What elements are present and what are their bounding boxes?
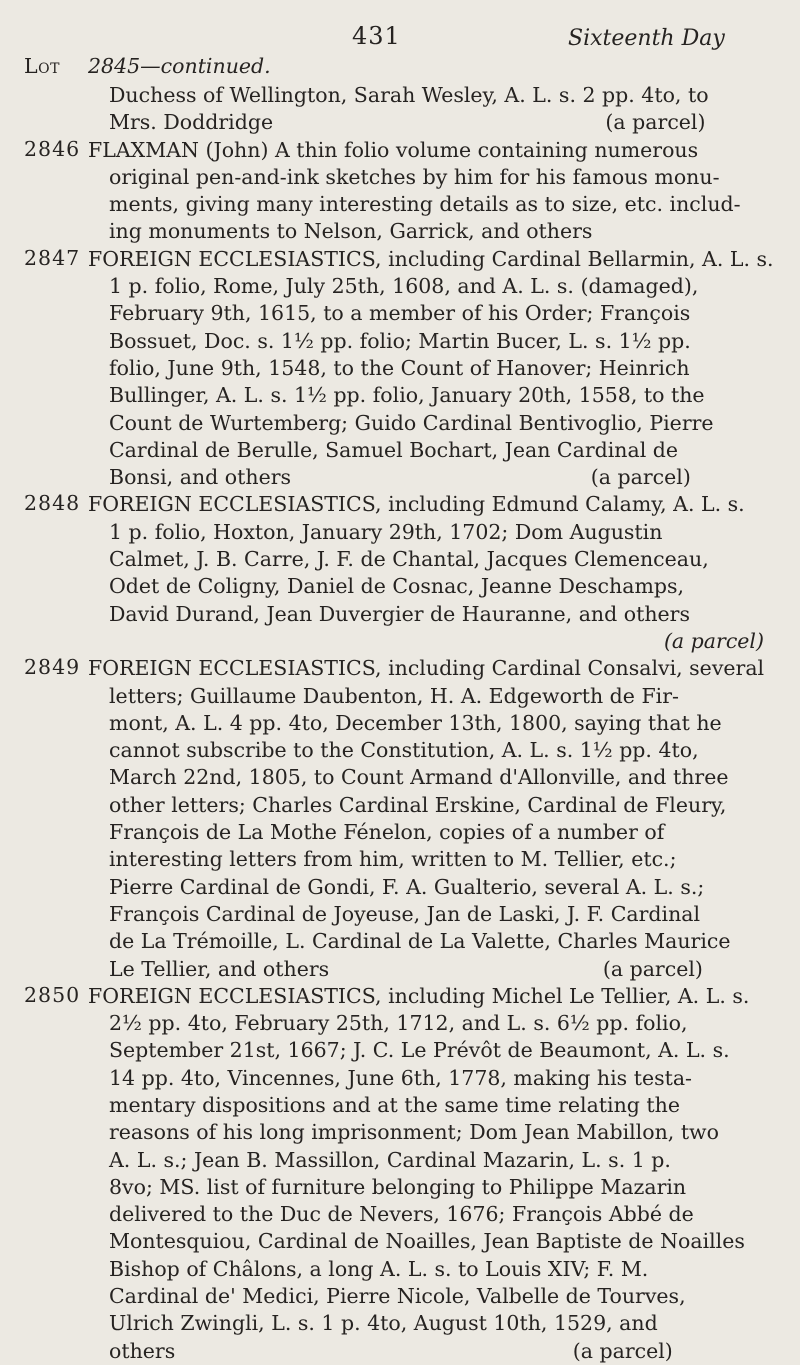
lot-entry-2848 <box>24 491 774 655</box>
lot-line: letters; Guillaume Daubenton, H. A. Edgeworth de Fir- <box>109 683 679 708</box>
lot-line: other letters; Charles Cardinal Erskine, Cardinal de Fleury, <box>109 792 727 817</box>
lot-line: 1 p. folio, Hoxton, January 29th, 1702; Dom Augustin <box>109 519 663 544</box>
lot-number: 2847 <box>24 245 81 270</box>
lot-line: 1 p. folio, Rome, July 25th, 1608, and A. L. s. (damaged), <box>109 274 699 299</box>
lot-entry-2849 <box>24 655 774 983</box>
lot-description <box>88 82 774 137</box>
lot-line: FOREIGN ECCLESIASTICS, including Michel Le Tellier, A. L. s. <box>88 983 750 1008</box>
lot-line: mont, A. L. 4 pp. 4to, December 13th, 1800, saying that he <box>109 710 722 735</box>
lot-description <box>88 655 774 983</box>
lot-label: Lot <box>24 54 60 78</box>
lot-line: original pen-and-ink sketches by him for his famous monu- <box>109 164 720 189</box>
lot-line: others (a parcel) <box>109 1338 673 1363</box>
lot-line: FOREIGN ECCLESIASTICS, including Edmund Calamy, A. L. s. <box>88 492 745 517</box>
lot-line: Odet de Coligny, Daniel de Cosnac, Jeanne Deschamps, <box>109 574 685 599</box>
lot-line: Bonsi, and others (a parcel) <box>109 465 691 490</box>
lot-line: interesting letters from him, written to M. Tellier, etc.; <box>109 847 677 872</box>
continued-line: 2845—continued. <box>88 54 271 78</box>
lot-line: folio, June 9th, 1548, to the Count of Hanover; Heinrich <box>109 355 690 380</box>
lot-line: Duchess of Wellington, Sarah Wesley, A. L. s. 2 pp. 4to, to <box>109 83 709 107</box>
lot-line: Bossuet, Doc. s. 1½ pp. folio; Martin Bucer, L. s. 1½ pp. <box>109 328 691 353</box>
lot-line: September 21st, 1667; J. C. Le Prévôt de Beaumont, A. L. s. <box>109 1038 730 1063</box>
lot-number: 2848 <box>24 491 81 516</box>
lot-entry-2847 <box>24 246 774 492</box>
lot-line: Pierre Cardinal de Gondi, F. A. Gualterio, several A. L. s.; <box>109 874 705 899</box>
lot-line: delivered to the Duc de Nevers, 1676; François Abbé de <box>109 1202 694 1227</box>
lot-line: ing monuments to Nelson, Garrick, and others <box>109 219 593 244</box>
lot-description <box>88 491 774 655</box>
lot-line: 14 pp. 4to, Vincennes, June 6th, 1778, making his testa- <box>109 1065 692 1090</box>
lot-line: de La Trémoille, L. Cardinal de La Valette, Charles Maurice <box>109 929 731 954</box>
running-head: Sixteenth Day <box>568 26 725 51</box>
lot-line: mentary dispositions and at the same time relating the <box>109 1092 681 1117</box>
lot-line: Cardinal de' Medici, Pierre Nicole, Valbelle de Tourves, <box>109 1284 686 1309</box>
lot-entry-2845-continued <box>24 82 774 137</box>
lot-description <box>88 246 774 492</box>
lot-line: Cardinal de Berulle, Samuel Bochart, Jean Cardinal de <box>109 437 679 462</box>
lot-line: cannot subscribe to the Constitution, A. L. s. 1½ pp. 4to, <box>109 738 699 763</box>
lot-line: Bishop of Châlons, a long A. L. s. to Louis XIV; F. M. <box>109 1256 649 1281</box>
lot-description <box>88 137 774 246</box>
lot-line: Ulrich Zwingli, L. s. 1 p. 4to, August 10th, 1529, and <box>109 1311 658 1336</box>
lot-description <box>88 983 774 1365</box>
lot-line: (a parcel) <box>663 628 764 653</box>
lot-number: 2850 <box>24 982 81 1007</box>
lot-line: February 9th, 1615, to a member of his Order; François <box>109 301 691 326</box>
lot-number: 2849 <box>24 655 81 680</box>
lot-list <box>24 82 774 1365</box>
lot-line: François de La Mothe Fénelon, copies of a number of <box>109 820 665 845</box>
lot-line: FOREIGN ECCLESIASTICS, including Cardinal Bellarmin, A. L. s. <box>88 246 774 271</box>
lot-line: reasons of his long imprisonment; Dom Jean Mabillon, two <box>109 1120 719 1145</box>
lot-line: 8vo; MS. list of furniture belonging to Philippe Mazarin <box>109 1174 687 1199</box>
lot-line: Le Tellier, and others (a parcel) <box>109 956 703 981</box>
lot-entry-2846 <box>24 137 774 246</box>
lot-entry-2850 <box>24 983 774 1365</box>
lot-line: A. L. s.; Jean B. Massillon, Cardinal Mazarin, L. s. 1 p. <box>109 1147 671 1172</box>
lot-line: FOREIGN ECCLESIASTICS, including Cardinal Consalvi, several <box>88 656 765 681</box>
lot-line: Mrs. Doddridge (a parcel) <box>109 110 706 135</box>
lot-line: March 22nd, 1805, to Count Armand d'Allonville, and three <box>109 765 729 790</box>
lot-line: Calmet, J. B. Carre, J. F. de Chantal, Jacques Clemenceau, <box>109 547 709 572</box>
lot-line: FLAXMAN (John) A thin folio volume containing numerous <box>88 137 699 162</box>
lot-line: Count de Wurtemberg; Guido Cardinal Bentivoglio, Pierre <box>109 410 714 435</box>
lot-line: ments, giving many interesting details as to size, etc. includ- <box>109 192 741 217</box>
page-number: 431 <box>352 22 401 50</box>
lot-line: Bullinger, A. L. s. 1½ pp. folio, January 20th, 1558, to the <box>109 383 705 408</box>
lot-line: François Cardinal de Joyeuse, Jan de Laski, J. F. Cardinal <box>109 901 701 926</box>
lot-line: Montesquiou, Cardinal de Noailles, Jean Baptiste de Noailles <box>109 1229 745 1254</box>
lot-line: 2½ pp. 4to, February 25th, 1712, and L. s. 6½ pp. folio, <box>109 1011 688 1036</box>
lot-number: 2846 <box>24 136 81 161</box>
lot-line: David Durand, Jean Duvergier de Hauranne, and others <box>109 601 690 626</box>
